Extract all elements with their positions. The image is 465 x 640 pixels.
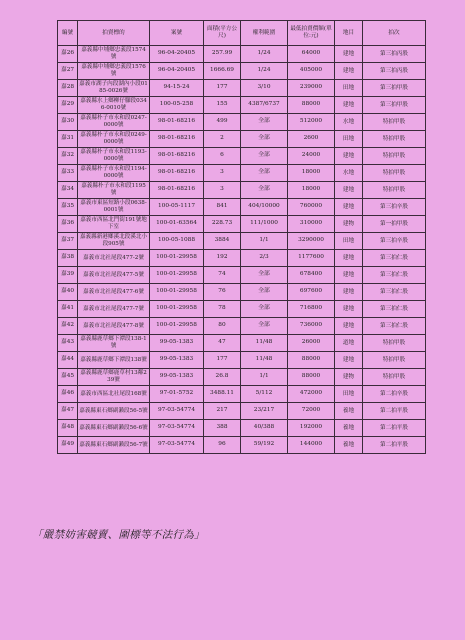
cell-bid: 716800 bbox=[288, 301, 335, 318]
cell-rights: 11/48 bbox=[241, 335, 288, 352]
cell-rights: 404/10000 bbox=[241, 199, 288, 216]
auction-table bbox=[57, 20, 426, 454]
cell-no: 嘉34 bbox=[58, 182, 78, 199]
cell-item: 嘉義市西區北門街191號地下室 bbox=[78, 216, 150, 233]
cell-remark: 第二拍辛股 bbox=[363, 386, 426, 403]
cell-remark: 特拍甲股 bbox=[363, 131, 426, 148]
cell-land-use: 建物 bbox=[335, 216, 363, 233]
cell-no: 嘉44 bbox=[58, 352, 78, 369]
cell-no: 嘉30 bbox=[58, 114, 78, 131]
cell-cadastral: 98-01-68216 bbox=[150, 148, 204, 165]
table-row bbox=[58, 437, 426, 454]
cell-remark: 第三拍仁股 bbox=[363, 250, 426, 267]
header-no: 編號 bbox=[58, 21, 78, 46]
cell-remark: 特拍甲股 bbox=[363, 352, 426, 369]
cell-cadastral: 98-01-68216 bbox=[150, 182, 204, 199]
cell-rights: 3/10 bbox=[241, 80, 288, 97]
cell-area: 499 bbox=[204, 114, 241, 131]
cell-no: 嘉39 bbox=[58, 267, 78, 284]
cell-remark: 第一拍甲股 bbox=[363, 216, 426, 233]
cell-no: 嘉37 bbox=[58, 233, 78, 250]
cell-land-use: 建地 bbox=[335, 199, 363, 216]
cell-remark: 第三拍仁股 bbox=[363, 284, 426, 301]
cell-rights: 全部 bbox=[241, 165, 288, 182]
cell-area: 76 bbox=[204, 284, 241, 301]
cell-area: 3 bbox=[204, 182, 241, 199]
cell-item: 嘉義縣東石鄉副瀨段56-7號 bbox=[78, 437, 150, 454]
cell-land-use: 建地 bbox=[335, 301, 363, 318]
cell-remark: 特拍甲股 bbox=[363, 335, 426, 352]
cell-land-use: 田地 bbox=[335, 233, 363, 250]
cell-remark: 第三拍丙股 bbox=[363, 46, 426, 63]
cell-no: 嘉29 bbox=[58, 97, 78, 114]
table-row bbox=[58, 216, 426, 233]
cell-bid: 697600 bbox=[288, 284, 335, 301]
cell-area: 3884 bbox=[204, 233, 241, 250]
table-row bbox=[58, 369, 426, 386]
cell-land-use: 養地 bbox=[335, 420, 363, 437]
cell-bid: 18000 bbox=[288, 165, 335, 182]
header-item: 拍賣標的 bbox=[78, 21, 150, 46]
cell-remark: 特拍甲股 bbox=[363, 114, 426, 131]
cell-rights: 4387/6737 bbox=[241, 97, 288, 114]
cell-rights: 全部 bbox=[241, 114, 288, 131]
cell-rights: 全部 bbox=[241, 284, 288, 301]
cell-bid: 2600 bbox=[288, 131, 335, 148]
cell-item: 嘉義縣朴子市永和段1193-0000號 bbox=[78, 148, 150, 165]
cell-item: 嘉義縣鹿草鄉下潭段138-1號 bbox=[78, 335, 150, 352]
table-row bbox=[58, 114, 426, 131]
cell-no: 嘉38 bbox=[58, 250, 78, 267]
table-row bbox=[58, 97, 426, 114]
cell-bid: 3290000 bbox=[288, 233, 335, 250]
cell-item: 嘉義市北社尾段477-6號 bbox=[78, 284, 150, 301]
cell-no: 嘉45 bbox=[58, 369, 78, 386]
cell-no: 嘉49 bbox=[58, 437, 78, 454]
cell-area: 80 bbox=[204, 318, 241, 335]
cell-bid: 26000 bbox=[288, 335, 335, 352]
cell-cadastral: 97-03-54774 bbox=[150, 403, 204, 420]
cell-item: 嘉義縣朴子市永和段1195號 bbox=[78, 182, 150, 199]
cell-area: 1666.69 bbox=[204, 63, 241, 80]
cell-land-use: 建地 bbox=[335, 46, 363, 63]
cell-cadastral: 98-01-68216 bbox=[150, 165, 204, 182]
cell-cadastral: 97-03-54774 bbox=[150, 420, 204, 437]
header-land-use: 地目 bbox=[335, 21, 363, 46]
cell-area: 2 bbox=[204, 131, 241, 148]
table-row bbox=[58, 165, 426, 182]
cell-bid: 239000 bbox=[288, 80, 335, 97]
cell-cadastral: 98-01-68216 bbox=[150, 131, 204, 148]
cell-item: 嘉義市北社尾段477-2號 bbox=[78, 250, 150, 267]
cell-area: 26.8 bbox=[204, 369, 241, 386]
cell-land-use: 建地 bbox=[335, 148, 363, 165]
table-row bbox=[58, 403, 426, 420]
cell-no: 嘉27 bbox=[58, 63, 78, 80]
cell-bid: 88000 bbox=[288, 369, 335, 386]
table-row bbox=[58, 284, 426, 301]
cell-cadastral: 100-01-29958 bbox=[150, 284, 204, 301]
cell-cadastral: 97-01-5752 bbox=[150, 386, 204, 403]
cell-land-use: 養地 bbox=[335, 403, 363, 420]
cell-no: 嘉28 bbox=[58, 80, 78, 97]
cell-item: 嘉義縣新港鄉溪北段溪北小段905號 bbox=[78, 233, 150, 250]
cell-cadastral: 100-05-1117 bbox=[150, 199, 204, 216]
cell-land-use: 建物 bbox=[335, 369, 363, 386]
cell-rights: 5/112 bbox=[241, 386, 288, 403]
cell-cadastral: 96-04-20405 bbox=[150, 46, 204, 63]
cell-rights: 1/24 bbox=[241, 46, 288, 63]
cell-no: 嘉40 bbox=[58, 284, 78, 301]
cell-area: 3 bbox=[204, 165, 241, 182]
cell-remark: 第三拍仁股 bbox=[363, 301, 426, 318]
cell-item: 嘉義縣鹿草鄉下潭段138號 bbox=[78, 352, 150, 369]
cell-cadastral: 100-01-29958 bbox=[150, 301, 204, 318]
cell-item: 嘉義縣朴子市永和段0249-0000號 bbox=[78, 131, 150, 148]
cell-no: 嘉36 bbox=[58, 216, 78, 233]
cell-remark: 第三拍仁股 bbox=[363, 267, 426, 284]
cell-land-use: 道地 bbox=[335, 335, 363, 352]
cell-bid: 144000 bbox=[288, 437, 335, 454]
cell-remark: 第三拍丙股 bbox=[363, 63, 426, 80]
cell-bid: 678400 bbox=[288, 267, 335, 284]
cell-item: 嘉義縣朴子市永和段0247-0000號 bbox=[78, 114, 150, 131]
cell-no: 嘉47 bbox=[58, 403, 78, 420]
cell-area: 74 bbox=[204, 267, 241, 284]
table-row bbox=[58, 148, 426, 165]
cell-no: 嘉31 bbox=[58, 131, 78, 148]
cell-bid: 736000 bbox=[288, 318, 335, 335]
cell-rights: 全部 bbox=[241, 318, 288, 335]
cell-item: 嘉義縣水上鄉柳仔腳段0346-0010號 bbox=[78, 97, 150, 114]
cell-cadastral: 99-05-1383 bbox=[150, 335, 204, 352]
cell-item: 嘉義縣中埔鄉忠義段1576號 bbox=[78, 63, 150, 80]
cell-cadastral: 100-05-258 bbox=[150, 97, 204, 114]
cell-rights: 全部 bbox=[241, 182, 288, 199]
cell-remark: 特拍甲股 bbox=[363, 182, 426, 199]
cell-bid: 472000 bbox=[288, 386, 335, 403]
table-row bbox=[58, 267, 426, 284]
cell-bid: 24000 bbox=[288, 148, 335, 165]
cell-bid: 18000 bbox=[288, 182, 335, 199]
cell-area: 257.99 bbox=[204, 46, 241, 63]
cell-land-use: 建地 bbox=[335, 267, 363, 284]
cell-land-use: 水地 bbox=[335, 165, 363, 182]
cell-area: 228.73 bbox=[204, 216, 241, 233]
cell-item: 嘉義市北社尾段477-7號 bbox=[78, 301, 150, 318]
cell-remark: 第二拍平股 bbox=[363, 403, 426, 420]
header-rights: 權利範圍 bbox=[241, 21, 288, 46]
cell-land-use: 水地 bbox=[335, 114, 363, 131]
cell-item: 嘉義縣中埔鄉忠義段1574號 bbox=[78, 46, 150, 63]
cell-rights: 1/1 bbox=[241, 369, 288, 386]
table-row bbox=[58, 131, 426, 148]
header-bid: 最低拍賣價額(單位:元) bbox=[288, 21, 335, 46]
warning-notice: 「嚴禁妨害競賣、圍標等不法行為」 bbox=[32, 529, 205, 541]
header-remark: 拍次 bbox=[363, 21, 426, 46]
cell-rights: 全部 bbox=[241, 267, 288, 284]
cell-cadastral: 96-04-20405 bbox=[150, 63, 204, 80]
table-body bbox=[58, 46, 426, 454]
cell-item: 嘉義市北社尾段477-8號 bbox=[78, 318, 150, 335]
table-header-row bbox=[58, 21, 426, 46]
table-row bbox=[58, 386, 426, 403]
cell-item: 嘉義縣朴子市永和段1194-0000號 bbox=[78, 165, 150, 182]
cell-item: 嘉義縣鹿草鄉鹿草村13鄰239號 bbox=[78, 369, 150, 386]
table-row bbox=[58, 420, 426, 437]
cell-area: 388 bbox=[204, 420, 241, 437]
cell-land-use: 建地 bbox=[335, 284, 363, 301]
cell-land-use: 養地 bbox=[335, 437, 363, 454]
cell-bid: 64000 bbox=[288, 46, 335, 63]
cell-remark: 第三拍仁股 bbox=[363, 318, 426, 335]
cell-item: 嘉義市北社尾段477-5號 bbox=[78, 267, 150, 284]
cell-bid: 405000 bbox=[288, 63, 335, 80]
cell-land-use: 建地 bbox=[335, 63, 363, 80]
cell-cadastral: 98-01-68216 bbox=[150, 114, 204, 131]
table-row bbox=[58, 199, 426, 216]
cell-area: 192 bbox=[204, 250, 241, 267]
cell-no: 嘉41 bbox=[58, 301, 78, 318]
cell-no: 嘉26 bbox=[58, 46, 78, 63]
cell-rights: 全部 bbox=[241, 148, 288, 165]
cell-cadastral: 100-01-63564 bbox=[150, 216, 204, 233]
table-row bbox=[58, 318, 426, 335]
cell-land-use: 建地 bbox=[335, 318, 363, 335]
table-row bbox=[58, 80, 426, 97]
cell-bid: 192000 bbox=[288, 420, 335, 437]
cell-no: 嘉42 bbox=[58, 318, 78, 335]
cell-bid: 760000 bbox=[288, 199, 335, 216]
cell-rights: 11/48 bbox=[241, 352, 288, 369]
cell-no: 嘉46 bbox=[58, 386, 78, 403]
cell-item: 嘉義市東區短路小段0638-0001號 bbox=[78, 199, 150, 216]
cell-rights: 1/1 bbox=[241, 233, 288, 250]
cell-bid: 88000 bbox=[288, 352, 335, 369]
cell-rights: 全部 bbox=[241, 131, 288, 148]
cell-land-use: 建地 bbox=[335, 97, 363, 114]
header-cadastral: 案號 bbox=[150, 21, 204, 46]
cell-rights: 40/388 bbox=[241, 420, 288, 437]
cell-bid: 72000 bbox=[288, 403, 335, 420]
cell-area: 3488.11 bbox=[204, 386, 241, 403]
cell-no: 嘉33 bbox=[58, 165, 78, 182]
cell-bid: 1177600 bbox=[288, 250, 335, 267]
cell-cadastral: 100-01-29958 bbox=[150, 318, 204, 335]
cell-cadastral: 97-03-54774 bbox=[150, 437, 204, 454]
cell-no: 嘉43 bbox=[58, 335, 78, 352]
cell-bid: 310000 bbox=[288, 216, 335, 233]
cell-rights: 1/24 bbox=[241, 63, 288, 80]
cell-land-use: 田地 bbox=[335, 131, 363, 148]
header-area: 面積(平方公尺) bbox=[204, 21, 241, 46]
cell-land-use: 田地 bbox=[335, 386, 363, 403]
cell-remark: 第三拍辛股 bbox=[363, 233, 426, 250]
cell-remark: 第三拍甲股 bbox=[363, 97, 426, 114]
table-row bbox=[58, 335, 426, 352]
cell-cadastral: 99-05-1383 bbox=[150, 369, 204, 386]
cell-item: 嘉義市湖子內段湖內小段0185-0026號 bbox=[78, 80, 150, 97]
cell-bid: 88000 bbox=[288, 97, 335, 114]
cell-cadastral: 99-05-1383 bbox=[150, 352, 204, 369]
cell-remark: 第三拍甲股 bbox=[363, 80, 426, 97]
cell-rights: 111/1000 bbox=[241, 216, 288, 233]
cell-area: 96 bbox=[204, 437, 241, 454]
cell-area: 47 bbox=[204, 335, 241, 352]
cell-area: 155 bbox=[204, 97, 241, 114]
cell-remark: 第三拍辛股 bbox=[363, 199, 426, 216]
cell-cadastral: 100-01-29958 bbox=[150, 267, 204, 284]
cell-no: 嘉35 bbox=[58, 199, 78, 216]
cell-land-use: 建地 bbox=[335, 182, 363, 199]
cell-rights: 2/3 bbox=[241, 250, 288, 267]
cell-remark: 特拍甲股 bbox=[363, 165, 426, 182]
cell-area: 177 bbox=[204, 352, 241, 369]
cell-area: 217 bbox=[204, 403, 241, 420]
cell-rights: 59/192 bbox=[241, 437, 288, 454]
table-row bbox=[58, 352, 426, 369]
cell-remark: 第二拍平股 bbox=[363, 420, 426, 437]
table-row bbox=[58, 233, 426, 250]
cell-area: 177 bbox=[204, 80, 241, 97]
cell-area: 78 bbox=[204, 301, 241, 318]
table-row bbox=[58, 182, 426, 199]
cell-no: 嘉32 bbox=[58, 148, 78, 165]
table-row bbox=[58, 63, 426, 80]
cell-cadastral: 100-01-29958 bbox=[150, 250, 204, 267]
cell-item: 嘉義縣東石鄉副瀨段56-5號 bbox=[78, 403, 150, 420]
cell-remark: 第二拍平股 bbox=[363, 437, 426, 454]
cell-cadastral: 94-15-24 bbox=[150, 80, 204, 97]
cell-remark: 特拍甲股 bbox=[363, 148, 426, 165]
cell-item: 嘉義縣東石鄉副瀨段56-6號 bbox=[78, 420, 150, 437]
cell-land-use: 建地 bbox=[335, 250, 363, 267]
table-row bbox=[58, 46, 426, 63]
cell-area: 841 bbox=[204, 199, 241, 216]
cell-area: 6 bbox=[204, 148, 241, 165]
cell-land-use: 田地 bbox=[335, 80, 363, 97]
cell-rights: 全部 bbox=[241, 301, 288, 318]
cell-land-use: 建地 bbox=[335, 352, 363, 369]
cell-remark: 特拍甲股 bbox=[363, 369, 426, 386]
cell-bid: 512000 bbox=[288, 114, 335, 131]
cell-cadastral: 100-05-1088 bbox=[150, 233, 204, 250]
cell-item: 嘉義市西區北社尾段168號 bbox=[78, 386, 150, 403]
cell-rights: 23/217 bbox=[241, 403, 288, 420]
cell-no: 嘉48 bbox=[58, 420, 78, 437]
table-row bbox=[58, 301, 426, 318]
table-row bbox=[58, 250, 426, 267]
